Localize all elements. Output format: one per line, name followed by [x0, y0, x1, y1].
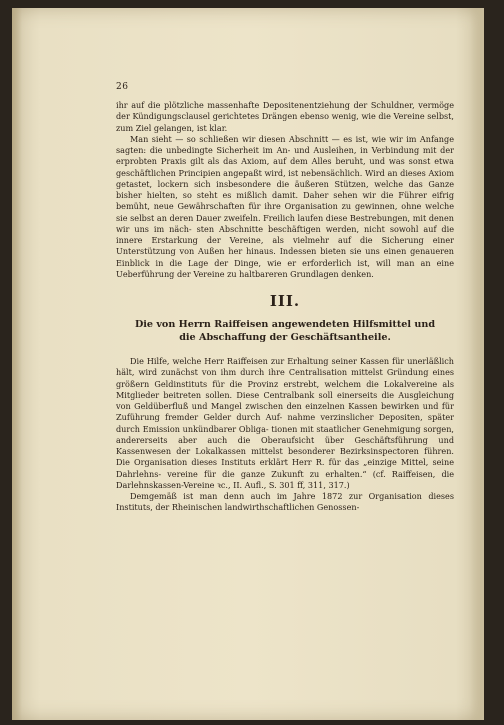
- text-line: sten Abschnitte beschäftigen werden, nicht sowohl auf die innere Erstarkung: [116, 223, 454, 245]
- page-number: 26: [116, 82, 129, 92]
- text-line: einerseits die Ausgleichung von Geldüberfluß und Mangel zwischen den: [116, 389, 454, 411]
- paragraph-4: [116, 491, 454, 514]
- text-line: in Verbindung mit der erprobten Praxis gilt als das Axiom, auf dem: [116, 145, 455, 167]
- text-line: dieses Instituts, der Rheinischen landwirthschaftlichen Genossen-: [116, 491, 455, 513]
- text-line: ihr auf die plötzliche massenhafte Depositenentziehung der Schuldner, vermöge: [116, 100, 454, 110]
- paragraph-2: [116, 134, 454, 280]
- paragraph-1: [116, 100, 454, 134]
- text-line: vereine für die ganze Zukunft zu erhalten.“ (cf. Raiffeisen, die: [167, 468, 455, 479]
- text-line: zweifeln. Freilich laufen diese Bestrebungen, mit denen wir uns im näch-: [116, 212, 455, 234]
- section-title: [116, 318, 454, 344]
- text-line: für ihre Organisation zu gewinnen, ohne welche sie selbst an deren Dauer: [116, 201, 454, 223]
- text-line: die äußeren Stützen, welche das Ganze bisher hielten, so steht es mißlich: [116, 178, 454, 200]
- text-line: die Lokalvereine als Mitglieder beitreten sollen. Diese Centralbank soll: [116, 378, 455, 400]
- text-line: nahme verzinslicher Depositen, später durch Emission unkündbarer Obliga-: [116, 412, 455, 434]
- paragraph-3: [116, 356, 454, 491]
- page-spine-shadow: [12, 8, 22, 720]
- book-page: [12, 8, 484, 720]
- text-line: Außen her hinaus. Indessen bieten sie uns einen genaueren Einblick in: [116, 246, 455, 268]
- text-line: Demgemäß ist man denn auch im Jahre 1872 zur Organisation: [130, 491, 422, 501]
- text-line: Gründung eines größern Geldinstituts für die Provinz erstrebt, welchem: [116, 367, 455, 389]
- text-line: Man sieht — so schließen wir diesen Abschnitt — es ist, wie wir: [130, 133, 403, 144]
- text-line: der Vereine, als vielmehr auf die Sicherung einer Unterstützung von: [116, 235, 454, 257]
- text-line: Die Hilfe, welche Herr Raiffeisen zur Erhaltung seiner Kassen für: [130, 356, 405, 366]
- page-edge-shadow: [470, 8, 484, 720]
- text-line: Instituts erklärt Herr R. für das „einzige Mittel, seine Dahrlehns-: [116, 457, 454, 479]
- text-line: Oberaufsicht über Geschäftsführung und Kassenwesen der Lokalkassen: [116, 434, 455, 456]
- text-line: damit. Daher sehen wir die Führer eifrig bemüht, neue Gewährschaften: [116, 190, 454, 212]
- page-text-block: [116, 82, 454, 514]
- text-line: der Kündigungsclausel gerichtetes Drängen ebenso wenig, wie die Vereine: [116, 111, 425, 122]
- text-line: der Vereine zu haltbareren Grundlagen denken.: [176, 268, 374, 279]
- section-title-line-2: die Abschaffung der Geschäftsantheile.: [179, 332, 391, 343]
- section-number: III.: [269, 292, 301, 310]
- text-line: die Lage der Dinge, wie er erforderlich ist, will man an eine Ueberführung: [116, 257, 454, 279]
- section-title-line-1: Die von Herrn Raiffeisen angewendeten Hilfsmittel und: [134, 319, 436, 330]
- text-line: einzelnen Kassen bewirken und für Zuführung fremder Gelder durch Auf-: [116, 401, 454, 423]
- text-line: tionen mit staatlicher Genehmigung sorgen, andererseits aber auch die: [116, 423, 454, 445]
- text-line: mittelst besonderer Bezirksinspectoren führen. Die Organisation dieses: [116, 446, 454, 468]
- text-line: im Anfange sagten: die unbedingte Sicherheit im An- und Ausleihen,: [116, 133, 454, 155]
- text-line: Darlehnskassen-Vereine ꝛc., II. Aufl., S. 301 ff, 311, 317.): [116, 479, 350, 490]
- text-line: selbst, zum Ziel gelangen, ist klar.: [116, 111, 454, 133]
- text-line: unerläßlich hält, wird zunächst von ihm durch ihre Centralisation mittelst: [116, 356, 455, 378]
- text-line: ist nebensächlich. Wird an dieses Axiom getastet, lockern sich insbesondere: [116, 167, 454, 189]
- text-line: Alles beruht, und was sonst etwa geschäftlichen Principien angepaßt wird,: [116, 156, 454, 178]
